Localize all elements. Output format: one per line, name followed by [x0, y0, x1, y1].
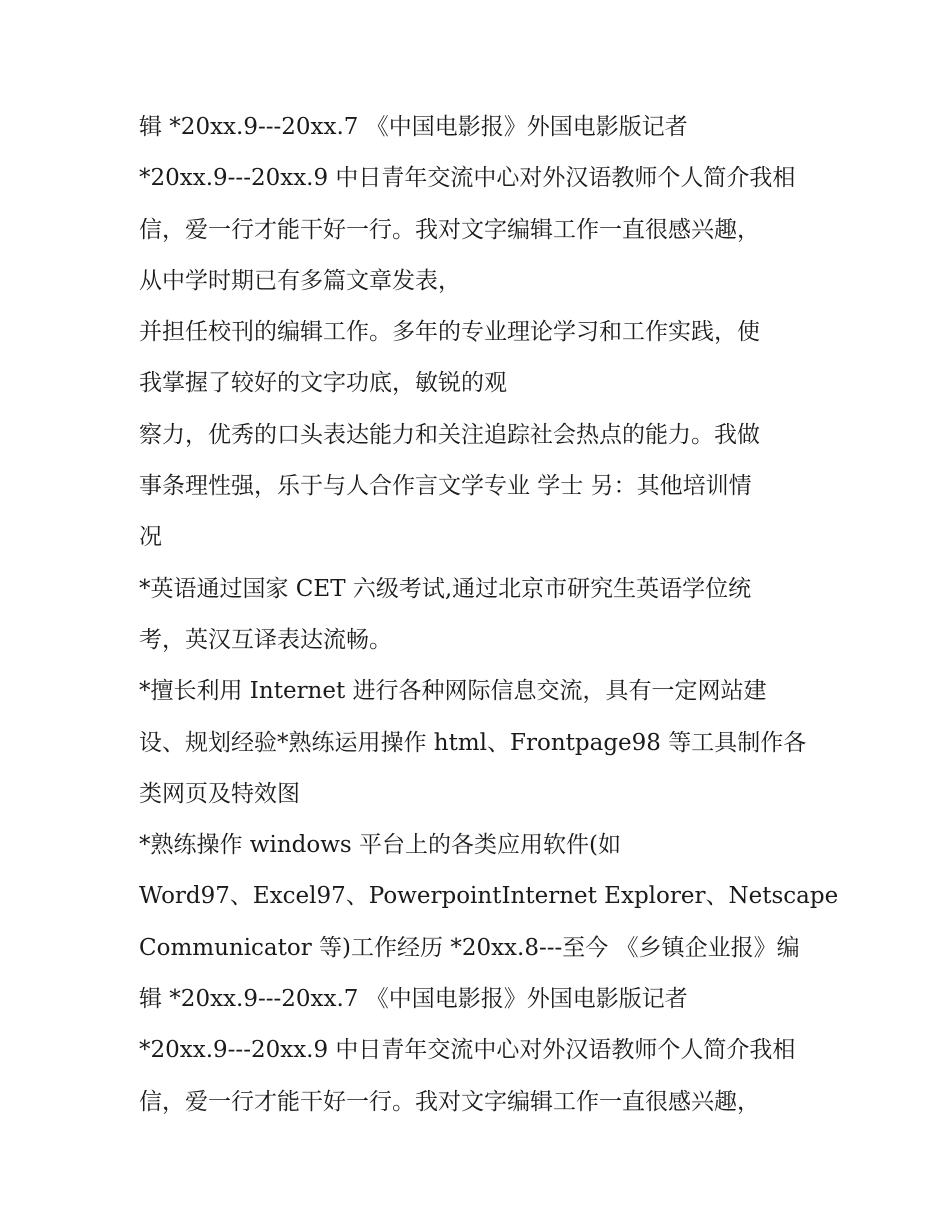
text-line: 设、规划经验*熟练运用操作 html、Frontpage98 等工具制作各	[139, 729, 807, 756]
text-line: 事条理性强，乐于与人合作言文学专业 学士 另：其他培训情	[139, 473, 752, 500]
text-line: 辑 *20xx.9---20xx.7 《中国电影报》外国电影版记者	[139, 114, 688, 140]
text-line: 从中学时期已有多篇文章发表，	[139, 267, 461, 294]
text-line: 类网页及特效图	[139, 780, 300, 807]
text-line: 辑 *20xx.9---20xx.7 《中国电影报》外国电影版记者	[139, 986, 688, 1013]
text-line: Word97、Excel97、PowerpointInternet Explorer、Netscape	[139, 883, 839, 910]
text-line: 况	[139, 524, 162, 551]
text-line: 信，爱一行才能干好一行。我对文字编辑工作一直很感兴趣，	[139, 1088, 760, 1115]
text-line: 察力，优秀的口头表达能力和关注追踪社会热点的能力。我做	[139, 421, 760, 448]
text-line: *熟练操作 windows 平台上的各类应用软件(如	[139, 832, 622, 859]
text-line: *擅长利用 Internet 进行各种网际信息交流，具有一定网站建	[139, 678, 767, 705]
text-line: 信，爱一行才能干好一行。我对文字编辑工作一直很感兴趣，	[139, 216, 760, 243]
text-line: *20xx.9---20xx.9 中日青年交流中心对外汉语教师个人简介我相	[139, 1037, 796, 1064]
text-line: *英语通过国家 CET 六级考试,通过北京市研究生英语学位统	[139, 575, 752, 602]
text-line: 考，英汉互译表达流畅。	[139, 626, 392, 653]
text-line: 我掌握了较好的文字功底，敏锐的观	[139, 370, 507, 397]
text-line: Communicator 等)工作经历 *20xx.8---至今 《乡镇企业报》编	[139, 934, 800, 961]
text-line: *20xx.9---20xx.9 中日青年交流中心对外汉语教师个人简介我相	[139, 165, 796, 192]
document-body	[139, 102, 839, 1128]
text-line: 并担任校刊的编辑工作。多年的专业理论学习和工作实践，使	[139, 319, 760, 346]
